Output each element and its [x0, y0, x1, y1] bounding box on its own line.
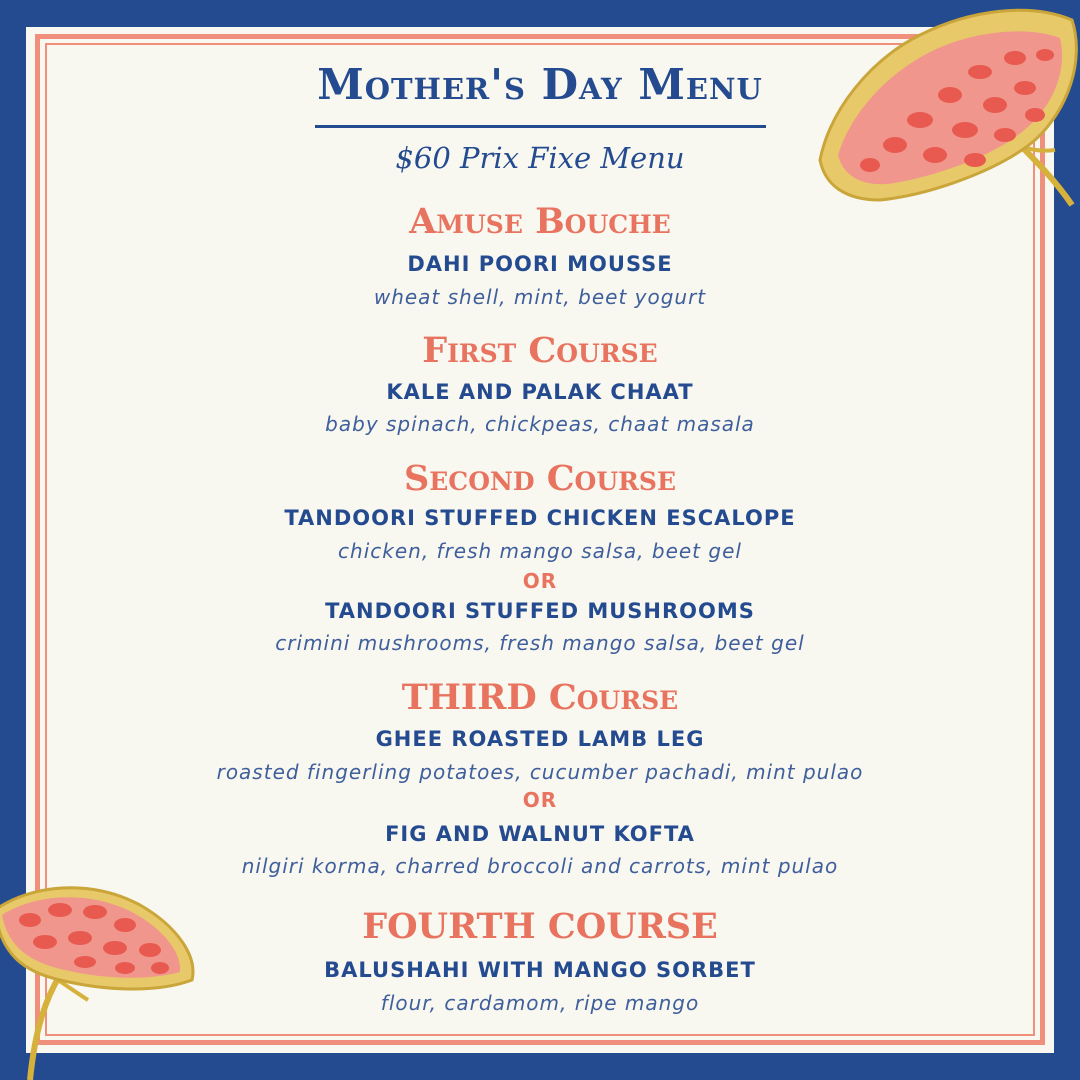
dish-description: roasted fingerling potatoes, cucumber pachadi, mint pulao — [216, 760, 864, 784]
dish-description: wheat shell, mint, beet yogurt — [373, 285, 707, 309]
dish-description: crimini mushrooms, fresh mango salsa, beet gel — [275, 631, 805, 655]
dish-description: baby spinach, chickpeas, chaat masala — [325, 412, 755, 436]
dish-name: TANDOORI STUFFED MUSHROOMS — [325, 599, 755, 623]
dish-name: KALE AND PALAK CHAAT — [386, 380, 694, 404]
dish-description: flour, cardamom, ripe mango — [380, 991, 700, 1015]
dish-description: nilgiri korma, charred broccoli and carrots, mint pulao — [241, 854, 839, 878]
dish-name: DAHI POORI MOUSSE — [407, 252, 673, 276]
or-separator: OR — [522, 788, 558, 812]
title-divider — [315, 125, 766, 128]
or-separator: OR — [522, 569, 558, 593]
course-heading: First Course — [422, 330, 658, 371]
dish-name: TANDOORI STUFFED CHICKEN ESCALOPE — [284, 506, 796, 530]
course-heading: THIRD Course — [401, 677, 679, 718]
dish-description: chicken, fresh mango salsa, beet gel — [338, 539, 742, 563]
course-heading: FOURTH COURSE — [362, 906, 718, 947]
page-title: Mother's Day Menu — [317, 60, 763, 109]
dish-name: GHEE ROASTED LAMB LEG — [375, 727, 705, 751]
course-heading: Second Course — [403, 458, 677, 499]
course-heading: Amuse Bouche — [409, 201, 671, 242]
dish-name: FIG AND WALNUT KOFTA — [385, 822, 695, 846]
dish-name: BALUSHAHI WITH MANGO SORBET — [324, 958, 756, 982]
price-subtitle: $60 Prix Fixe Menu — [395, 141, 685, 175]
